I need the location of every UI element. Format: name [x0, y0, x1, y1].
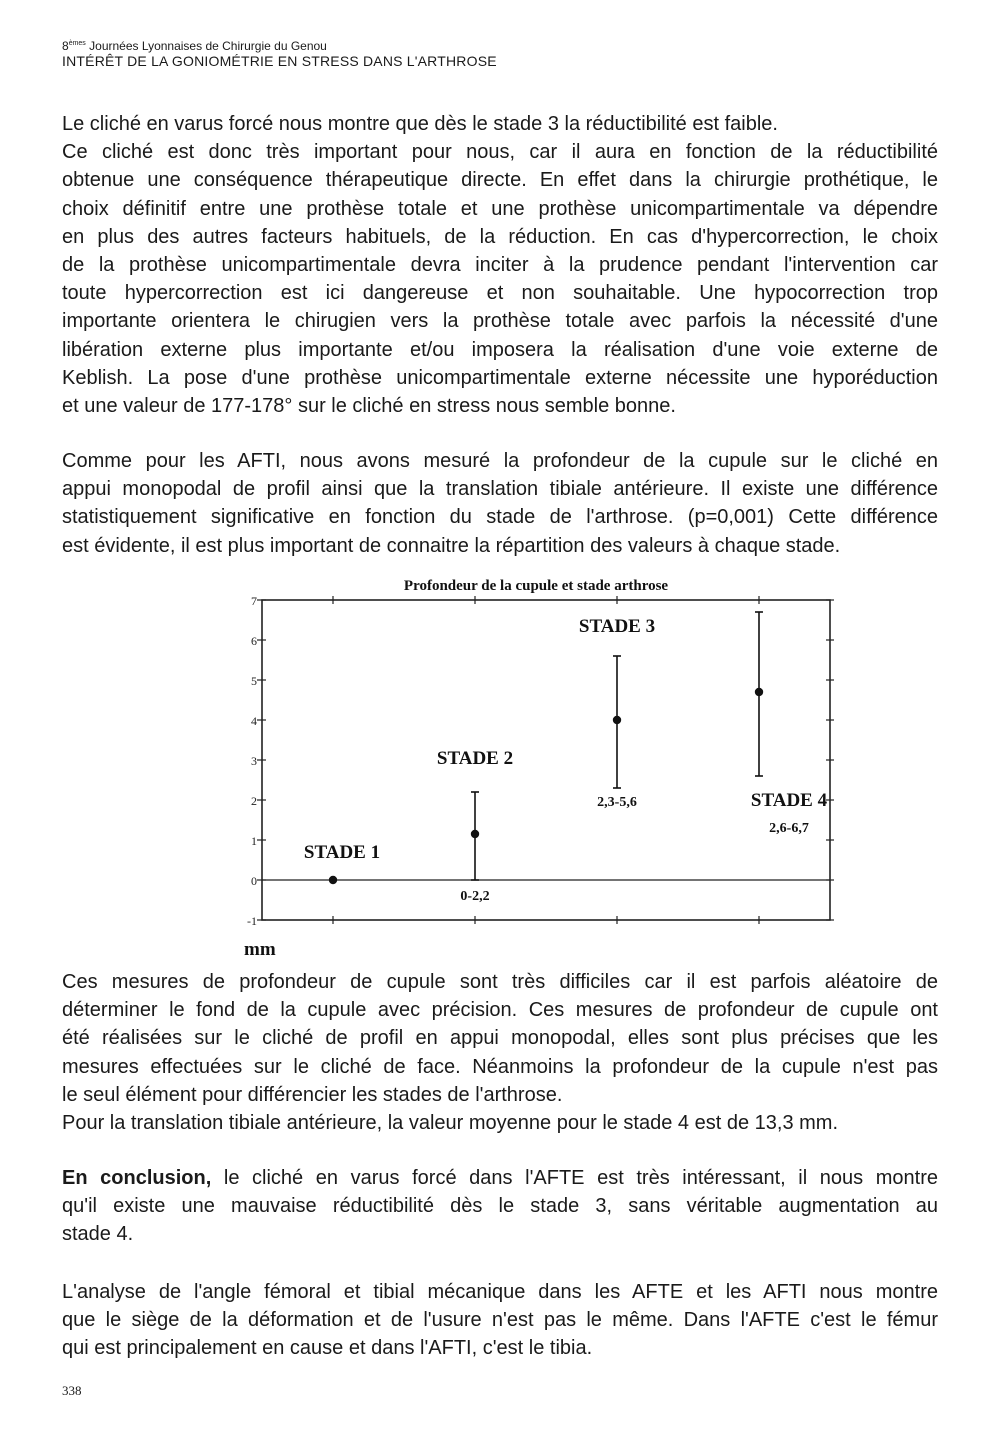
stage-label: STADE 3 [578, 616, 656, 637]
paragraph-line: qu'il existe une mauvaise réductibilité dès le stade 3, sans véritable augmentation au [62, 1195, 938, 1218]
y-tick-label: 2 [251, 794, 257, 808]
stage-label: STADE 4 [750, 790, 828, 811]
paragraph-line: stade 4. [62, 1223, 134, 1246]
paragraph-line: appui monopodal de profil ainsi que la translation tibiale antérieure. Il existe une différence [62, 478, 938, 501]
y-tick-label: 7 [251, 594, 257, 608]
paragraph-line: été réalisées sur le cliché de profil en appui monopodal, elles sont plus précises que les [62, 1027, 938, 1050]
paragraph-line: obtenue une conséquence thérapeutique directe. En effet dans la chirurgie prothétique, le [62, 169, 938, 192]
conference-number: 8 [62, 39, 69, 53]
range-label: 0-2,2 [460, 889, 490, 904]
paragraph-line: qui est principalement en cause et dans l'AFTI, c'est le tibia. [62, 1337, 593, 1360]
paragraph-varus [62, 110, 938, 420]
paragraph-angle [62, 1278, 938, 1363]
paragraph-line [62, 1164, 938, 1192]
paragraph-line: le seul élément pour différencier les stades de l'arthrose. [62, 1083, 563, 1106]
data-point [329, 876, 337, 884]
y-tick-label: -1 [247, 914, 257, 928]
paragraph-line: libération externe plus importante et/ou imposera la réalisation d'une voie externe de [62, 338, 938, 361]
paragraph-line: choix définitif entre une prothèse totale et une prothèse unicompartimentale va dépendre [62, 197, 938, 220]
paragraph-line: de la prothèse unicompartimentale devra inciter à la prudence pendant l'intervention car [62, 254, 938, 277]
paragraph-cupule [62, 447, 938, 560]
conference-name [62, 37, 497, 53]
data-point [471, 830, 479, 838]
y-tick-label: 1 [251, 834, 257, 848]
paragraph-measures [62, 968, 938, 1137]
y-tick-label: 6 [251, 634, 257, 648]
conference-number-suffix: èmes [68, 40, 86, 47]
paragraph-line: Keblish. La pose d'une prothèse unicompartimentale externe nécessite une hyporéduction [62, 366, 938, 389]
conclusion-heading: En conclusion, [62, 1167, 212, 1189]
chart-svg [200, 568, 850, 964]
stage-label: STADE 2 [436, 748, 514, 769]
paragraph-line: mesures effectuées sur le cliché de face. Néanmoins la profondeur de la cupule n'est pas [62, 1055, 938, 1078]
y-tick-label: 0 [251, 874, 257, 888]
chart-title: Profondeur de la cupule et stade arthrose [403, 578, 669, 594]
paragraph-line: Comme pour les AFTI, nous avons mesuré la profondeur de la cupule sur le cliché en [62, 450, 938, 472]
range-label: 2,3-5,6 [597, 795, 637, 810]
chapter-title: INTÉRÊT DE LA GONIOMÉTRIE EN STRESS DANS L'ARTHROSE [62, 53, 497, 69]
paragraph-conclusion [62, 1164, 938, 1249]
data-point [755, 688, 763, 696]
paragraph-line: Ce cliché est donc très important pour nous, car il aura en fonction de la réductibilité [62, 141, 938, 164]
y-tick-label: 3 [251, 754, 257, 768]
paragraph-line: importante orientera le chirugien vers la prothèse totale avec parfois la nécessité d'une [62, 310, 938, 333]
conclusion-text: le cliché en varus forcé dans l'AFTE est très intéressant, il nous montre [211, 1167, 938, 1189]
y-tick-label: 5 [251, 674, 257, 688]
paragraph-line: toute hypercorrection est ici dangereuse et non souhaitable. Une hypocorrection trop [62, 282, 938, 305]
running-header [62, 37, 497, 69]
data-point [613, 716, 621, 724]
cupule-depth-chart [200, 568, 850, 964]
paragraph-line: Pour la translation tibiale antérieure, la valeur moyenne pour le stade 4 est de 13,3 mm. [62, 1112, 838, 1135]
stage-label: STADE 1 [303, 842, 381, 863]
range-label: 2,6-6,7 [769, 821, 809, 836]
paragraph-line: statistiquement significative en fonction du stade de l'arthrose. (p=0,001) Cette différence [62, 506, 938, 529]
paragraph-line: Ces mesures de profondeur de cupule sont très difficiles car il est parfois aléatoire de [62, 971, 938, 993]
paragraph-line: L'analyse de l'angle fémoral et tibial mécanique dans les AFTE et les AFTI nous montre [62, 1281, 938, 1303]
paragraph-line: est évidente, il est plus important de connaitre la répartition des valeurs à chaque stade. [62, 534, 841, 557]
y-tick-label: 4 [251, 714, 257, 728]
conference-name-text: Journées Lyonnaises de Chirurgie du Genou [85, 39, 327, 53]
paragraph-line: et une valeur de 177-178° sur le cliché en stress nous semble bonne. [62, 395, 676, 418]
paragraph-line: que le siège de la déformation et de l'usure n'est pas le même. Dans l'AFTE c'est le fémur [62, 1309, 938, 1332]
paragraph-line: en plus des autres facteurs habituels, de la réduction. En cas d'hypercorrection, le choix [62, 225, 938, 248]
paragraph-line: déterminer le fond de la cupule avec précision. Ces mesures de profondeur de cupule ont [62, 999, 938, 1022]
paragraph-line: Le cliché en varus forcé nous montre que dès le stade 3 la réductibilité est faible. [62, 113, 778, 135]
page-number: 338 [62, 1383, 82, 1398]
plot-frame [262, 600, 830, 920]
y-axis-unit: mm [244, 939, 276, 960]
